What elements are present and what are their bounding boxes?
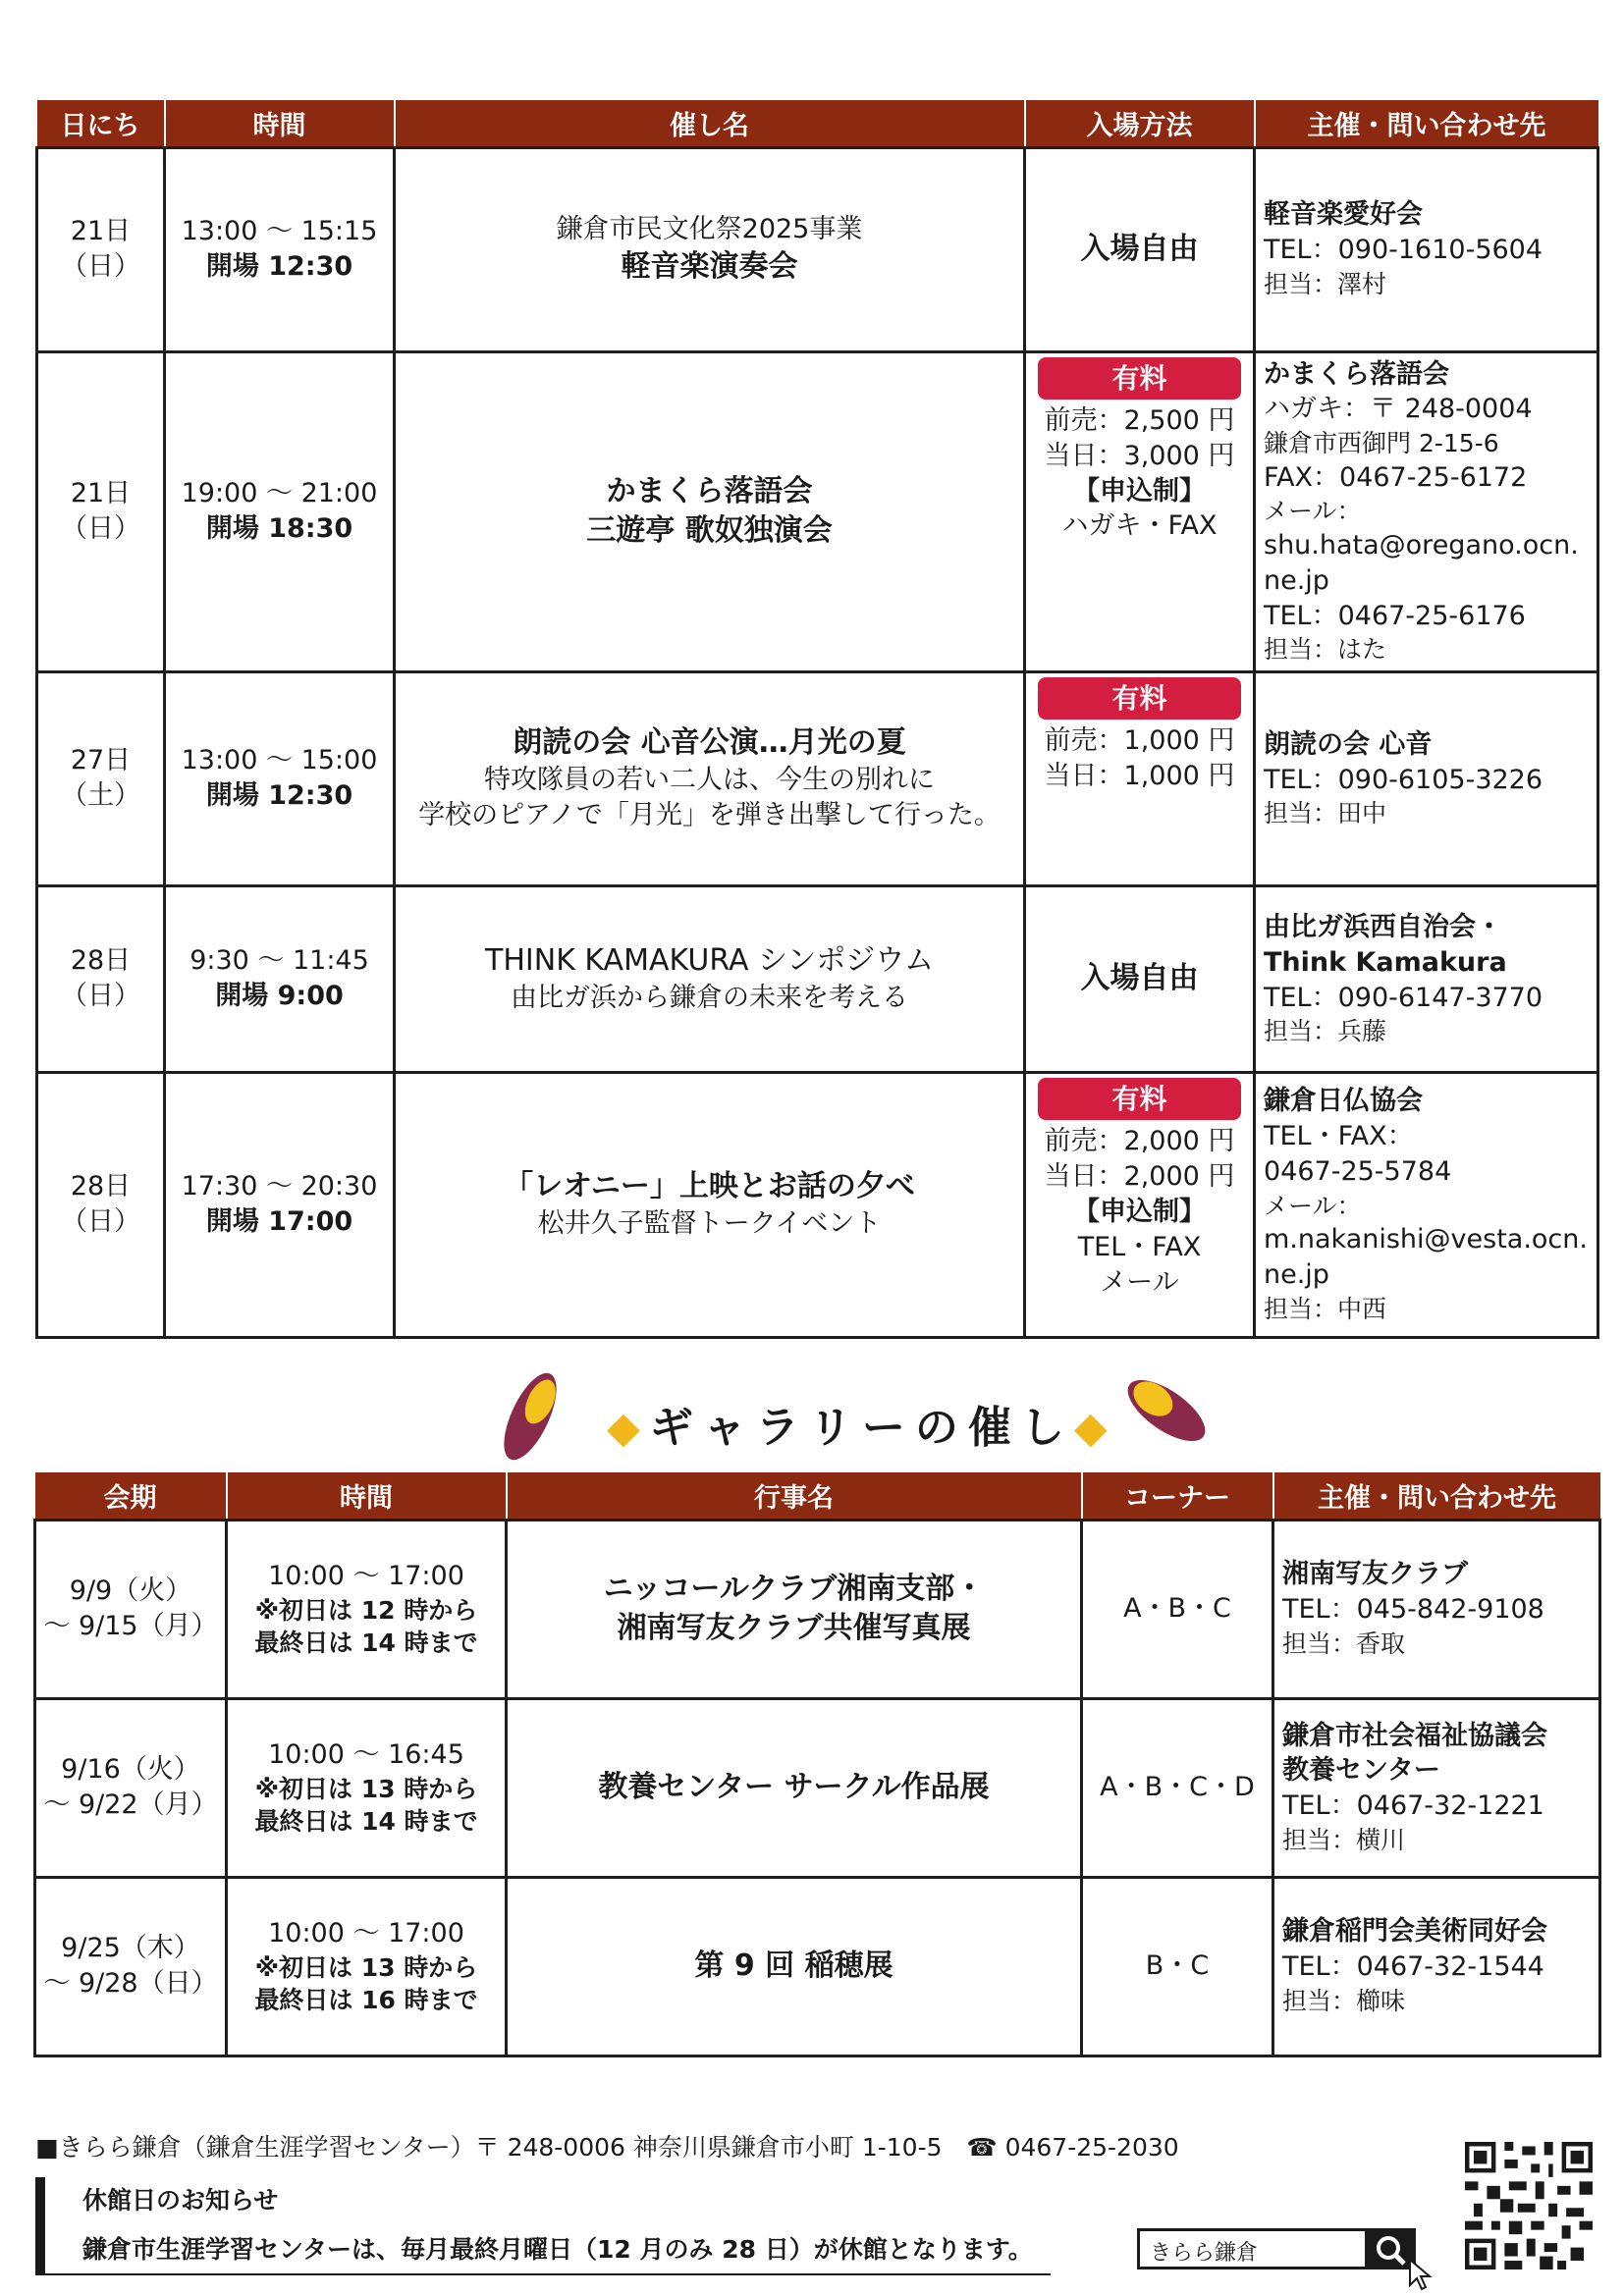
header-time: 時間 xyxy=(227,1472,507,1520)
header-time: 時間 xyxy=(165,100,395,147)
table-row xyxy=(37,1072,1598,1337)
organizer-tel-fax-label: TEL・FAX： xyxy=(1264,1121,1414,1152)
header-organizer: 主催・問い合わせ先 xyxy=(1273,1472,1600,1520)
entry-cell xyxy=(1025,671,1255,885)
table-row xyxy=(35,1698,1600,1877)
date: 28日 xyxy=(70,945,132,977)
organizer-name: 由比ガ浜西自治会・ xyxy=(1264,911,1502,942)
event-description: 学校のピアノで「月光」を弾き出撃して行った。 xyxy=(418,800,1001,831)
time-note: 最終日は 14 時まで xyxy=(254,1628,478,1657)
event-cell xyxy=(395,351,1025,671)
date-cell xyxy=(37,351,165,671)
events-header-row xyxy=(37,100,1598,147)
application-required: 【申込制】 xyxy=(1073,1196,1206,1227)
doors-open: 開場 12:30 xyxy=(205,251,353,282)
event-cell xyxy=(507,1698,1082,1877)
paid-badge: 有料 xyxy=(1038,677,1241,720)
time-note: 最終日は 16 時まで xyxy=(254,1985,478,2014)
table-row xyxy=(37,147,1598,351)
organizer-cell xyxy=(1273,1698,1600,1877)
gallery-title xyxy=(607,1392,1117,1455)
date-cell xyxy=(37,671,165,885)
event-title: 第 9 回 稲穂展 xyxy=(694,1949,893,1984)
period-end: ～ 9/28（日） xyxy=(43,1968,218,1999)
event-title: 三遊亭 歌奴独演会 xyxy=(586,513,833,549)
organizer-cell xyxy=(1273,1877,1600,2056)
organizer-name: Think Kamakura xyxy=(1264,946,1507,978)
period-start: 9/25（木） xyxy=(61,1933,200,1964)
event-cell xyxy=(507,1877,1082,2056)
table-row xyxy=(35,1520,1600,1698)
time-cell xyxy=(227,1877,507,2056)
organizer-name: 朗読の会 心音 xyxy=(1264,728,1433,760)
event-cell xyxy=(395,885,1025,1072)
search-input[interactable]: きらら鎌倉 xyxy=(1137,2228,1373,2269)
organizer-contact: 担当：兵藤 xyxy=(1264,1017,1387,1046)
time-range: 13:00 ～ 15:15 xyxy=(181,216,378,247)
organizer-address: 鎌倉市西御門 2-15-6 xyxy=(1264,429,1499,458)
date-cell xyxy=(37,1072,165,1337)
gallery-table xyxy=(33,1472,1601,2057)
organizer-contact: 担当：横川 xyxy=(1282,1826,1406,1855)
event-title: 教養センター サークル作品展 xyxy=(598,1770,990,1805)
period-cell xyxy=(35,1698,227,1877)
diamond-icon: ◆ xyxy=(1073,1403,1117,1453)
organizer-contact: 担当：櫛味 xyxy=(1282,1987,1406,2016)
events-table xyxy=(35,100,1599,1339)
door-price: 当日：2,000 円 xyxy=(1044,1160,1235,1192)
sweet-potato-icon xyxy=(1118,1368,1215,1453)
organizer-name: 鎌倉市社会福祉協議会 xyxy=(1282,1720,1547,1751)
application-method: TEL・FAX xyxy=(1077,1231,1202,1262)
event-title: かまくら落語会 xyxy=(606,474,813,509)
weekday: （土） xyxy=(61,780,140,812)
table-row xyxy=(37,885,1598,1072)
period-start: 9/16（火） xyxy=(61,1754,200,1786)
organizer-email[interactable]: shu.hata@oregano.ocn.ne.jp xyxy=(1264,529,1579,596)
advance-price: 前売：1,000 円 xyxy=(1044,724,1235,756)
sweet-potato-icon xyxy=(493,1365,567,1467)
header-event: 行事名 xyxy=(507,1472,1082,1520)
paid-badge: 有料 xyxy=(1038,357,1241,400)
time-cell xyxy=(165,147,395,351)
weekday: （日） xyxy=(61,251,140,282)
header-date: 日にち xyxy=(37,100,165,147)
time-range: 10:00 ～ 17:00 xyxy=(268,1917,464,1949)
notice-title: 休館日のお知らせ xyxy=(82,2186,279,2215)
time-note: ※初日は 13 時から xyxy=(254,1774,478,1803)
organizer-tel-fax: 0467-25-5784 xyxy=(1264,1155,1452,1187)
organizer-tel: TEL：0467-32-1221 xyxy=(1282,1790,1544,1822)
table-row xyxy=(37,351,1598,671)
weekday: （日） xyxy=(61,513,140,545)
entry-cell xyxy=(1025,1072,1255,1337)
event-cell xyxy=(507,1520,1082,1698)
doors-open: 開場 9:00 xyxy=(215,981,344,1012)
closed-day-notice xyxy=(35,2177,1051,2275)
time-note: ※初日は 12 時から xyxy=(254,1595,478,1625)
corner-cell: A・B・C xyxy=(1082,1520,1273,1698)
time-note: 最終日は 14 時まで xyxy=(254,1806,478,1836)
event-title: 軽音楽演奏会 xyxy=(621,249,798,284)
organizer-email[interactable]: m.nakanishi@vesta.ocn.ne.jp xyxy=(1264,1224,1588,1291)
organizer-name: 鎌倉稲門会美術同好会 xyxy=(1282,1916,1547,1948)
notice-body: 鎌倉市生涯学習センターは、毎月最終月曜日（12 月のみ 28 日）が休館となります。 xyxy=(82,2235,1033,2264)
header-entry: 入場方法 xyxy=(1025,100,1255,147)
event-subtitle: 由比ガ浜から鎌倉の未来を考える xyxy=(511,983,908,1014)
period-cell xyxy=(35,1877,227,2056)
header-period: 会期 xyxy=(35,1472,227,1520)
organizer-cell xyxy=(1255,1072,1598,1337)
organizer-postcard: ハガキ：〒 248-0004 xyxy=(1264,394,1533,425)
event-title: 湘南写友クラブ共催写真展 xyxy=(617,1611,971,1645)
date: 21日 xyxy=(70,216,132,247)
organizer-fax: FAX：0467-25-6172 xyxy=(1264,461,1528,493)
event-cell xyxy=(395,147,1025,351)
application-required: 【申込制】 xyxy=(1073,475,1206,507)
organizer-tel: TEL：045-842-9108 xyxy=(1282,1594,1544,1626)
event-description: 特攻隊員の若い二人は、今生の別れに xyxy=(484,765,935,796)
header-event: 催し名 xyxy=(395,100,1025,147)
time-range: 13:00 ～ 15:00 xyxy=(181,745,378,776)
qr-code[interactable] xyxy=(1465,2142,1593,2269)
event-title: 朗読の会 心音公演…月光の夏 xyxy=(513,725,906,761)
organizer-mail-label: メール： xyxy=(1264,497,1362,526)
weekday: （日） xyxy=(61,1206,140,1238)
time-range: 10:00 ～ 16:45 xyxy=(268,1738,464,1770)
entry-free: 入場自由 xyxy=(1080,961,1199,996)
organizer-name: 湘南写友クラブ xyxy=(1282,1559,1468,1590)
event-title: 「レオニー」上映とお話の夕べ xyxy=(504,1169,915,1204)
organizer-cell xyxy=(1255,671,1598,885)
advance-price: 前売：2,000 円 xyxy=(1044,1125,1235,1156)
search-button[interactable] xyxy=(1365,2228,1416,2269)
entry-cell xyxy=(1025,885,1255,1072)
door-price: 当日：1,000 円 xyxy=(1044,760,1235,791)
search-icon xyxy=(1365,2224,1434,2283)
period-end: ～ 9/15（月） xyxy=(43,1611,218,1641)
gallery-title-text: ギャラリーの催し xyxy=(649,1403,1074,1453)
date: 28日 xyxy=(70,1171,132,1202)
date: 21日 xyxy=(70,478,132,509)
weekday: （日） xyxy=(61,981,140,1012)
time-range: 17:30 ～ 20:30 xyxy=(181,1171,378,1202)
organizer-name: 軽音楽愛好会 xyxy=(1264,199,1423,231)
header-corner: コーナー xyxy=(1082,1472,1273,1520)
organizer-contact: 担当：はた xyxy=(1264,635,1387,665)
time-range: 9:30 ～ 11:45 xyxy=(189,945,369,977)
organizer-name: 鎌倉日仏協会 xyxy=(1264,1086,1423,1117)
organizer-tel: TEL：090-6105-3226 xyxy=(1264,764,1543,795)
advance-price: 前売：2,500 円 xyxy=(1044,404,1235,436)
paid-badge: 有料 xyxy=(1038,1078,1241,1120)
organizer-tel: TEL：090-1610-5604 xyxy=(1264,235,1543,266)
center-address: ■きらら鎌倉（鎌倉生涯学習センター）〒 248-0006 神奈川県鎌倉市小町 1-10-5 ☎ 0467-25-2030 xyxy=(35,2133,1179,2162)
date-cell xyxy=(37,885,165,1072)
organizer-tel: TEL：0467-25-6176 xyxy=(1264,600,1526,631)
organizer-contact: 担当：澤村 xyxy=(1264,270,1387,299)
period-cell xyxy=(35,1520,227,1698)
entry-free: 入場自由 xyxy=(1080,232,1199,267)
corner-cell: A・B・C・D xyxy=(1082,1698,1273,1877)
organizer-name: かまくら落語会 xyxy=(1264,358,1449,390)
event-title: THINK KAMAKURA シンポジウム xyxy=(485,943,934,979)
time-range: 10:00 ～ 17:00 xyxy=(268,1560,464,1591)
application-method: メール xyxy=(1100,1266,1179,1298)
organizer-contact: 担当：田中 xyxy=(1264,799,1387,828)
event-subtitle: 松井久子監督トークイベント xyxy=(537,1208,882,1240)
event-cell xyxy=(395,1072,1025,1337)
organizer-contact: 担当：中西 xyxy=(1264,1294,1387,1323)
organizer-cell xyxy=(1273,1520,1600,1698)
period-start: 9/9（火） xyxy=(69,1575,192,1607)
event-title: ニッコールクラブ湘南支部・ xyxy=(603,1572,985,1607)
time-cell xyxy=(227,1520,507,1698)
header-organizer: 主催・問い合わせ先 xyxy=(1255,100,1598,147)
organizer-name: 教養センター xyxy=(1282,1755,1440,1787)
diamond-icon: ◆ xyxy=(607,1403,650,1453)
date: 27日 xyxy=(70,745,132,776)
time-note: ※初日は 13 時から xyxy=(254,1952,478,1982)
time-cell xyxy=(165,885,395,1072)
time-cell xyxy=(227,1698,507,1877)
period-end: ～ 9/22（月） xyxy=(43,1789,218,1820)
event-subtitle: 鎌倉市民文化祭2025事業 xyxy=(556,214,863,245)
doors-open: 開場 17:00 xyxy=(205,1206,353,1238)
door-price: 当日：3,000 円 xyxy=(1044,440,1235,471)
organizer-cell xyxy=(1255,885,1598,1072)
entry-cell xyxy=(1025,147,1255,351)
entry-cell xyxy=(1025,351,1255,671)
corner-cell: B・C xyxy=(1082,1877,1273,2056)
event-cell xyxy=(395,671,1025,885)
organizer-mail-label: メール： xyxy=(1264,1191,1362,1220)
time-range: 19:00 ～ 21:00 xyxy=(181,478,378,509)
time-cell xyxy=(165,1072,395,1337)
date-cell xyxy=(37,147,165,351)
organizer-cell xyxy=(1255,351,1598,671)
time-cell xyxy=(165,671,395,885)
organizer-cell xyxy=(1255,147,1598,351)
organizer-tel: TEL：090-6147-3770 xyxy=(1264,982,1543,1013)
organizer-contact: 担当：香取 xyxy=(1282,1629,1406,1659)
doors-open: 開場 18:30 xyxy=(205,513,353,545)
table-row xyxy=(37,671,1598,885)
doors-open: 開場 12:30 xyxy=(205,780,353,812)
time-cell xyxy=(165,351,395,671)
organizer-tel: TEL：0467-32-1544 xyxy=(1282,1951,1544,1983)
gallery-header-row xyxy=(35,1472,1600,1520)
table-row xyxy=(35,1877,1600,2056)
application-method: ハガキ・FAX xyxy=(1061,510,1218,542)
